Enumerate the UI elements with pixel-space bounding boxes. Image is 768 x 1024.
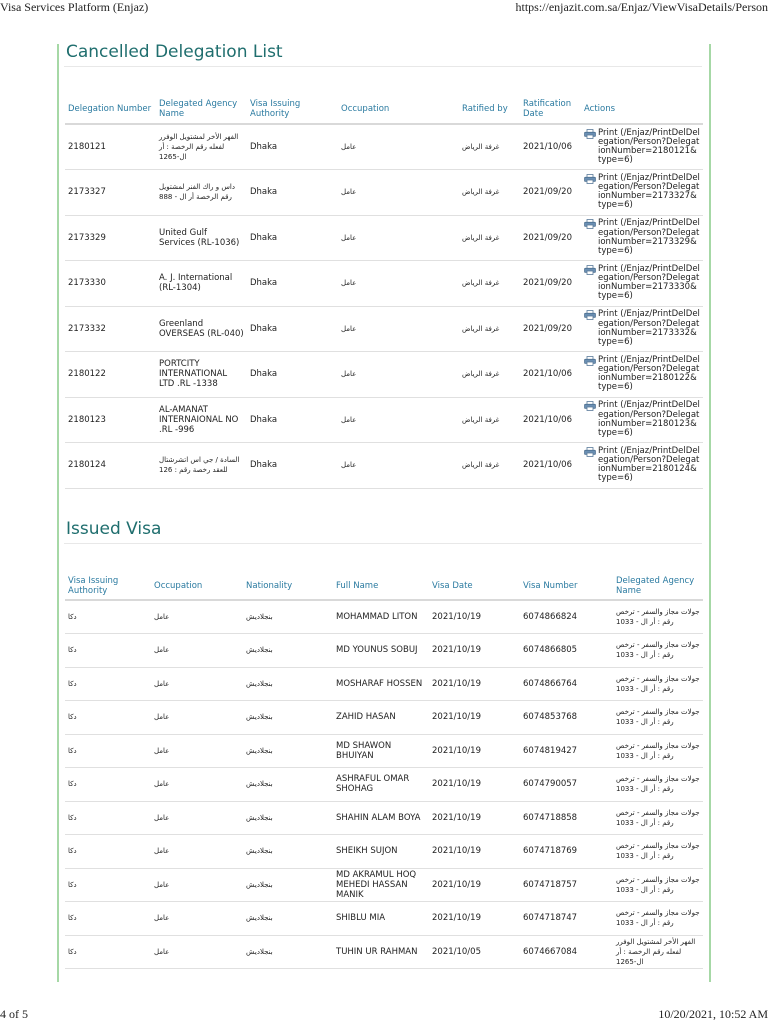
occupation: عامل [151,600,243,634]
cancelled-header-row [65,94,703,124]
issuing-authority: Dhaka [247,306,338,352]
col-header-actions: Actions [581,94,703,124]
visa-number: 6074790057 [520,768,613,802]
cancelled-row [65,397,703,443]
issuing-authority: دكا [65,634,151,668]
ratified-by: غرفة الرياض [459,261,520,307]
visa-date: 2021/10/19 [429,701,520,735]
issued-visa-row [65,935,703,969]
visa-number: 6074718747 [520,902,613,936]
visa-date: 2021/10/19 [429,768,520,802]
agency-name: جولات مجاز والسفر - ترخص رقم : أر ال - 1033 [613,600,703,634]
visa-number: 6074718769 [520,835,613,869]
issued-visa-row [65,701,703,735]
agency-name: جولات مجاز والسفر - ترخص رقم : أر ال - 1033 [613,667,703,701]
cancelled-title-rule [64,66,702,67]
visa-number: 6074866824 [520,600,613,634]
nationality: بنجلاديش [243,667,333,701]
print-action-text[interactable]: Print (/Enjaz/PrintDelDelegation/Person?DelegationNumber=2180124&type=6) [598,445,700,484]
occupation: عامل [338,215,459,261]
col-header-occupation: Occupation [151,572,243,600]
col-header-issuing-authority: Visa Issuing Authority [247,94,338,124]
agency-name: جولات مجاز والسفر - ترخص رقم : أر ال - 1033 [613,701,703,735]
occupation: عامل [338,397,459,443]
issuing-authority: دكا [65,868,151,902]
page-border-right [709,44,711,982]
cancelled-section-title: Cancelled Delegation List [66,42,283,62]
col-header-agency-name: Delegated Agency Name [613,572,703,600]
agency-name: United Gulf Services (RL-1036) [156,215,247,261]
occupation: عامل [151,634,243,668]
occupation: عامل [338,306,459,352]
occupation: عامل [338,124,459,170]
agency-name: الفهر الأخر لمشتويل الوفرر لفعله رقم الرخصة : أر ال-1265 [156,124,247,170]
issued-visa-row [65,902,703,936]
nationality: بنجلاديش [243,801,333,835]
visa-date: 2021/10/19 [429,734,520,768]
occupation: عامل [151,935,243,969]
agency-name: جولات مجاز والسفر - ترخص رقم : أر ال - 1033 [613,868,703,902]
col-header-visa-date: Visa Date [429,572,520,600]
col-header-issuing-authority: Visa Issuing Authority [65,572,151,600]
ratified-by: غرفة الرياض [459,352,520,398]
full-name: SHAHIN ALAM BOYA [333,801,429,835]
printer-icon [584,401,596,411]
printer-icon [584,356,596,366]
issuing-authority: دكا [65,835,151,869]
print-action-link[interactable] [581,352,703,398]
col-header-agency-name: Delegated Agency Name [156,94,247,124]
issued-section-title: Issued Visa [66,519,162,539]
print-action-text[interactable]: Print (/Enjaz/PrintDelDelegation/Person?DelegationNumber=2180123&type=6) [598,400,700,438]
printer-icon [584,219,596,229]
print-footer [0,1008,768,1024]
printer-icon [584,265,596,275]
ratified-by: غرفة الرياض [459,443,520,489]
issued-visa-row [65,801,703,835]
print-footer-datetime: 10/20/2021, 10:52 AM [658,1007,768,1021]
occupation: عامل [151,835,243,869]
issuing-authority: دكا [65,801,151,835]
issuing-authority: Dhaka [247,215,338,261]
agency-name: A. J. International (RL-1304) [156,261,247,307]
issued-header-row [65,572,703,600]
agency-name: PORTCITY INTERNATIONAL LTD .RL -1338 [156,352,247,398]
print-action-text[interactable]: Print (/Enjaz/PrintDelDelegation/Person?DelegationNumber=2180122&type=6) [598,354,700,393]
cancelled-row [65,261,703,307]
print-action-text[interactable]: Print (/Enjaz/PrintDelDelegation/Person?DelegationNumber=2180121&type=6) [598,127,700,166]
issuing-authority: دكا [65,701,151,735]
occupation: عامل [338,352,459,398]
issued-visa-row [65,835,703,869]
visa-date: 2021/10/19 [429,667,520,701]
agency-name: جولات مجاز والسفر - ترخص رقم : أر ال - 1033 [613,801,703,835]
issued-visa-row [65,868,703,902]
nationality: بنجلاديش [243,768,333,802]
cancelled-row [65,124,703,170]
print-header [0,0,768,16]
print-footer-page: 4 of 5 [0,1007,28,1021]
full-name: SHIBLU MIA [333,902,429,936]
print-action-text[interactable]: Print (/Enjaz/PrintDelDelegation/Person?DelegationNumber=2173327&type=6) [598,172,700,211]
issued-visa-row [65,768,703,802]
agency-name: السادة / جي اس اتشرشتال للعقد رخصة رقم : 126 [156,443,247,489]
delegation-number: 2180121 [65,124,156,170]
issuing-authority: دكا [65,935,151,969]
printer-icon [584,447,596,457]
cancelled-delegation-table [65,94,703,489]
ratification-date: 2021/09/20 [520,306,581,352]
col-header-nationality: Nationality [243,572,333,600]
visa-date: 2021/10/19 [429,902,520,936]
ratified-by: غرفة الرياض [459,170,520,216]
col-header-ratified-by: Ratified by [459,94,520,124]
visa-number: 6074819427 [520,734,613,768]
visa-number: 6074853768 [520,701,613,735]
col-header-visa-number: Visa Number [520,572,613,600]
print-action-link[interactable] [581,306,703,352]
cancelled-row [65,352,703,398]
occupation: عامل [338,170,459,216]
visa-number: 6074718757 [520,868,613,902]
delegation-number: 2180123 [65,397,156,443]
occupation: عامل [151,801,243,835]
ratification-date: 2021/09/20 [520,215,581,261]
visa-number: 6074866805 [520,634,613,668]
print-header-title: Visa Services Platform (Enjaz) [0,0,149,14]
occupation: عامل [151,667,243,701]
issuing-authority: دكا [65,902,151,936]
occupation: عامل [151,701,243,735]
full-name: ASHRAFUL OMAR SHOHAG [333,768,429,802]
print-action-link[interactable] [581,124,703,170]
nationality: بنجلاديش [243,634,333,668]
col-header-ratification-date: Ratification Date [520,94,581,124]
delegation-number: 2173327 [65,170,156,216]
issued-visa-row [65,667,703,701]
ratification-date: 2021/09/20 [520,261,581,307]
issued-title-rule [64,543,702,544]
agency-name: الفهر الأخر لمشتويل الوفرر لفعله رقم الرخصة : أر ال-1265 [613,935,703,969]
nationality: بنجلاديش [243,734,333,768]
agency-name: جولات مجاز والسفر - ترخص رقم : أر ال - 1033 [613,768,703,802]
print-header-url: https://enjazit.com.sa/Enjaz/ViewVisaDetails/Person [515,0,768,14]
cancelled-row [65,306,703,352]
visa-date: 2021/10/19 [429,868,520,902]
issuing-authority: دكا [65,768,151,802]
print-action-link[interactable] [581,215,703,261]
cancelled-row [65,170,703,216]
delegation-number: 2173330 [65,261,156,307]
print-action-text[interactable]: Print (/Enjaz/PrintDelDelegation/Person?DelegationNumber=2173330&type=6) [598,263,700,302]
nationality: بنجلاديش [243,835,333,869]
occupation: عامل [338,443,459,489]
issuing-authority: Dhaka [247,397,338,443]
issuing-authority: دكا [65,734,151,768]
ratified-by: غرفة الرياض [459,397,520,443]
full-name: MD SHAWON BHUIYAN [333,734,429,768]
issuing-authority: Dhaka [247,443,338,489]
ratification-date: 2021/10/06 [520,443,581,489]
delegation-number: 2180124 [65,443,156,489]
agency-name: داس و راك الفنر لمشتويل رقم الرخصة أر ال - 888 [156,170,247,216]
full-name: MOHAMMAD LITON [333,600,429,634]
print-action-text[interactable]: Print (/Enjaz/PrintDelDelegation/Person?DelegationNumber=2173332&type=6) [598,309,700,347]
full-name: MOSHARAF HOSSEN [333,667,429,701]
visa-date: 2021/10/19 [429,634,520,668]
print-action-link[interactable] [581,170,703,216]
ratified-by: غرفة الرياض [459,124,520,170]
nationality: بنجلاديش [243,600,333,634]
printer-icon [584,174,596,184]
occupation: عامل [151,902,243,936]
nationality: بنجلاديش [243,902,333,936]
ratification-date: 2021/10/06 [520,124,581,170]
delegation-number: 2173332 [65,306,156,352]
ratification-date: 2021/10/06 [520,352,581,398]
agency-name: جولات مجاز والسفر - ترخص رقم : أر ال - 1033 [613,634,703,668]
issued-visa-table [65,572,703,969]
print-action-link[interactable] [581,443,703,489]
delegation-number: 2173329 [65,215,156,261]
issuing-authority: Dhaka [247,170,338,216]
full-name: SHEIKH SUJON [333,835,429,869]
visa-number: 6074866764 [520,667,613,701]
page-border-left [57,44,59,982]
ratified-by: غرفة الرياض [459,215,520,261]
visa-number: 6074718858 [520,801,613,835]
visa-date: 2021/10/19 [429,801,520,835]
issued-visa-row [65,734,703,768]
occupation: عامل [338,261,459,307]
occupation: عامل [151,768,243,802]
full-name: MD AKRAMUL HOQ MEHEDI HASSAN MANIK [333,868,429,902]
agency-name: Greenland OVERSEAS (RL-040) [156,306,247,352]
full-name: ZAHID HASAN [333,701,429,735]
occupation: عامل [151,734,243,768]
print-action-link[interactable] [581,261,703,307]
issuing-authority: دكا [65,600,151,634]
issuing-authority: دكا [65,667,151,701]
agency-name: جولات مجاز والسفر - ترخص رقم : أر ال - 1033 [613,734,703,768]
issuing-authority: Dhaka [247,261,338,307]
print-action-link[interactable] [581,397,703,443]
visa-date: 2021/10/19 [429,600,520,634]
ratification-date: 2021/09/20 [520,170,581,216]
printer-icon [584,310,596,320]
issued-visa-row [65,634,703,668]
ratified-by: غرفة الرياض [459,306,520,352]
nationality: بنجلاديش [243,868,333,902]
col-header-delegation-number: Delegation Number [65,94,156,124]
visa-date: 2021/10/19 [429,835,520,869]
agency-name: جولات مجاز والسفر - ترخص رقم : أر ال - 1033 [613,902,703,936]
issuing-authority: Dhaka [247,352,338,398]
cancelled-row [65,215,703,261]
agency-name: جولات مجاز والسفر - ترخص رقم : أر ال - 1033 [613,835,703,869]
printer-icon [584,129,596,139]
delegation-number: 2180122 [65,352,156,398]
col-header-full-name: Full Name [333,572,429,600]
agency-name: AL-AMANAT INTERNAIONAL NO .RL -996 [156,397,247,443]
cancelled-row [65,443,703,489]
nationality: بنجلاديش [243,935,333,969]
print-action-text[interactable]: Print (/Enjaz/PrintDelDelegation/Person?DelegationNumber=2173329&type=6) [598,218,700,256]
visa-date: 2021/10/05 [429,935,520,969]
full-name: MD YOUNUS SOBUJ [333,634,429,668]
issuing-authority: Dhaka [247,124,338,170]
issued-visa-row [65,600,703,634]
col-header-occupation: Occupation [338,94,459,124]
visa-number: 6074667084 [520,935,613,969]
full-name: TUHIN UR RAHMAN [333,935,429,969]
occupation: عامل [151,868,243,902]
nationality: بنجلاديش [243,701,333,735]
ratification-date: 2021/10/06 [520,397,581,443]
